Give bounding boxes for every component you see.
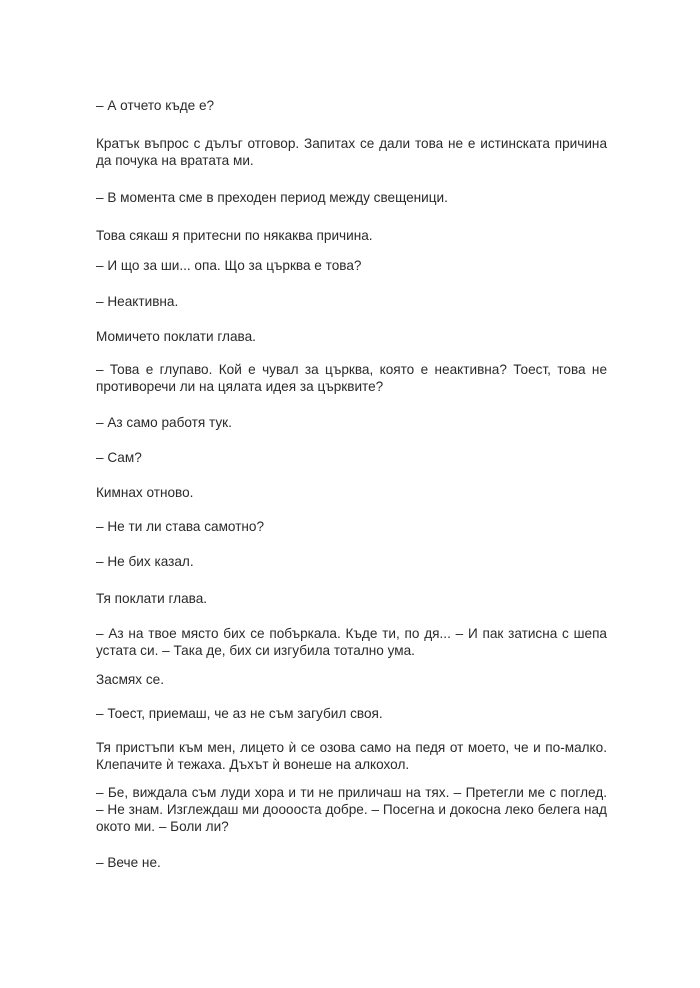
text-line: Клепачите ѝ тежаха. Дъхът ѝ вонеше на алкохол. <box>96 757 410 772</box>
text-line: устата си. – Така де, бих си изгубила тотално ума. <box>96 643 415 658</box>
text-line: – Аз на твое място бих се побъркала. Къде ти, по дя... – И пак затисна с шепа <box>96 626 607 641</box>
text-line: да почука на вратата ми. <box>96 153 254 168</box>
paragraph <box>96 739 607 773</box>
text-line: – Тоест, приемаш, че аз не съм загубил своя. <box>96 706 383 721</box>
paragraph <box>96 328 607 345</box>
paragraph <box>96 484 607 501</box>
text-line: – Аз само работя тук. <box>96 415 232 430</box>
text-line: – В момента сме в преходен период между свещеници. <box>96 190 448 205</box>
text-line: – Вече не. <box>96 855 161 870</box>
text-line: Тя пристъпи към мен, лицето ѝ се озова само на педя от моето, че и по-малко. <box>96 740 607 755</box>
paragraph <box>96 518 607 535</box>
paragraph <box>96 449 607 466</box>
text-line: Тя поклати глава. <box>96 591 208 606</box>
text-line: – Сам? <box>96 450 142 465</box>
text-line: – А отчето къде е? <box>96 98 215 113</box>
paragraph <box>96 361 607 395</box>
text-line: – Това е глупаво. Кой е чувал за църква, която е неактивна? Тоест, това не <box>96 362 607 377</box>
paragraph <box>96 97 607 114</box>
text-line: – Не ти ли става самотно? <box>96 519 265 534</box>
paragraph <box>96 625 607 659</box>
paragraph <box>96 705 607 722</box>
paragraph <box>96 257 607 274</box>
text-line: Момичето поклати глава. <box>96 329 256 344</box>
text-line: – И що за ши... опа. Що за църква е това? <box>96 258 362 273</box>
text-line: – Не знам. Изглеждаш ми дооооста добре. – Посегна и докосна леко белега над <box>96 802 607 817</box>
paragraph <box>96 784 607 835</box>
paragraph <box>96 189 607 206</box>
paragraph <box>96 553 607 570</box>
text-line: – Неактивна. <box>96 294 179 309</box>
text-line: – Не бих казал. <box>96 554 194 569</box>
text-line: Това сякаш я притесни по някаква причина. <box>96 228 373 243</box>
paragraph <box>96 414 607 431</box>
text-line: окото ми. – Боли ли? <box>96 819 229 834</box>
paragraph <box>96 671 607 688</box>
text-line: Засмях се. <box>96 672 164 687</box>
text-line: – Бе, виждала съм луди хора и ти не приличаш на тях. – Претегли ме с поглед. <box>96 785 607 800</box>
text-line: Кратък въпрос с дълъг отговор. Запитах се дали това не е истинската причина <box>96 136 607 151</box>
paragraph <box>96 590 607 607</box>
text-line: Кимнах отново. <box>96 485 194 500</box>
paragraph <box>96 135 607 169</box>
paragraph <box>96 293 607 310</box>
paragraph <box>96 854 607 871</box>
text-line: противоречи ли на цялата идея за църквите? <box>96 379 384 394</box>
paragraph <box>96 227 607 244</box>
